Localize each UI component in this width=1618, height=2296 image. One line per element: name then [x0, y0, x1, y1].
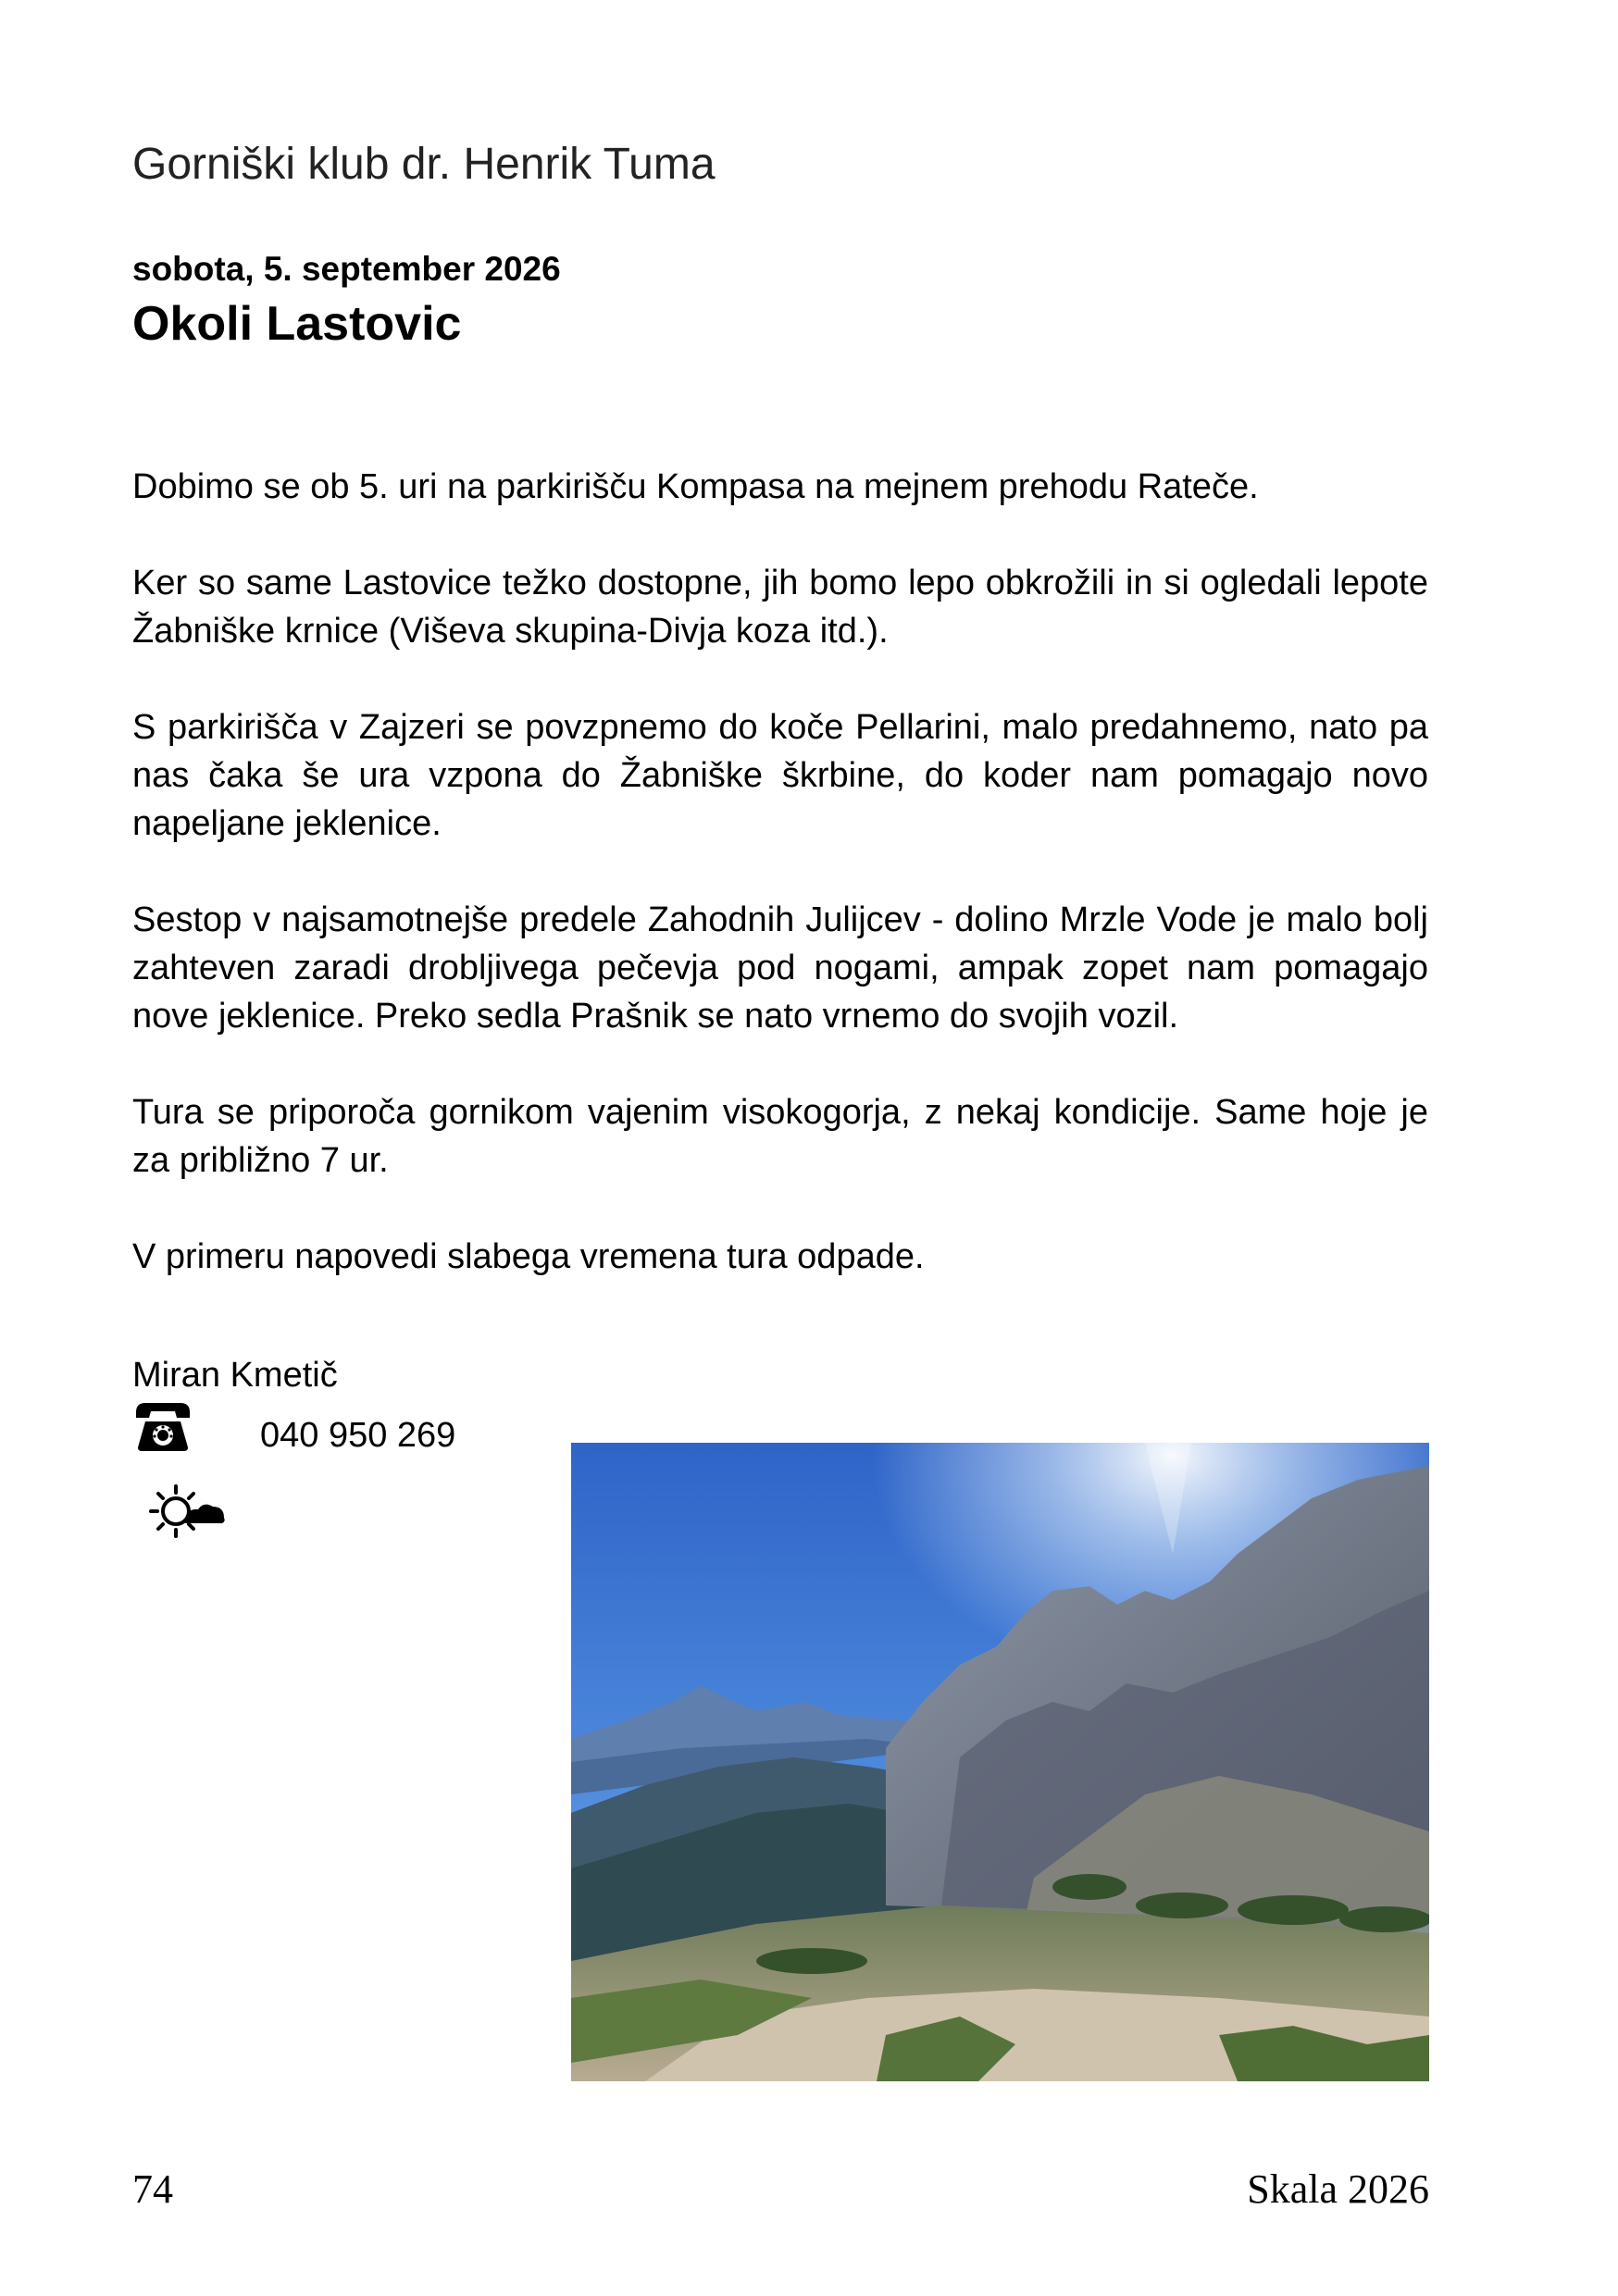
- leader-phone: 040 950 269: [260, 1416, 456, 1455]
- paragraph-ascent: S parkirišča v Zajzeri se povzpnemo do koče Pellarini, malo predahnemo, nato pa nas čaka še ura vzpona do Žabniške škrbine, do koder nam pomagajo novo napeljane jeklenice.: [132, 708, 1428, 843]
- event-description: [132, 463, 1428, 1329]
- paragraph-difficulty: Tura se priporoča gornikom vajenim visokogorja, z nekaj kondicije. Same hoje je za približno 7 ur.: [132, 1093, 1428, 1180]
- paragraph-weather: V primeru napovedi slabega vremena tura odpade.: [132, 1237, 925, 1276]
- publication-name: Skala 2026: [1247, 2166, 1429, 2212]
- telephone-icon: [132, 1399, 193, 1455]
- sun-behind-cloud-icon: [148, 1481, 228, 1542]
- event-date: sobota, 5. september 2026: [132, 250, 561, 288]
- event-title: Okoli Lastovic: [132, 297, 462, 351]
- paragraph-meeting: Dobimo se ob 5. uri na parkirišču Kompasa na mejnem prehodu Rateče.: [132, 467, 1259, 506]
- page-number: 74: [132, 2166, 173, 2212]
- leader-name: Miran Kmetič: [132, 1356, 338, 1395]
- paragraph-intro: Ker so same Lastovice težko dostopne, jih bomo lepo obkrožili in si ogledali lepote Žabniške krnice (Viševa skupina-Divja koza itd.).: [132, 564, 1428, 651]
- club-name: Gorniški klub dr. Henrik Tuma: [132, 140, 716, 189]
- paragraph-descent: Sestop v najsamotnejše predele Zahodnih Julijcev - dolino Mrzle Vode je malo bolj zahteven zaradi drobljivega pečevja pod nogami, ampak zopet nam pomagajo nove jeklenice. Preko sedla Prašnik se nato vrnemo do svojih vozil.: [132, 900, 1428, 1036]
- mountain-photo: [571, 1443, 1429, 2081]
